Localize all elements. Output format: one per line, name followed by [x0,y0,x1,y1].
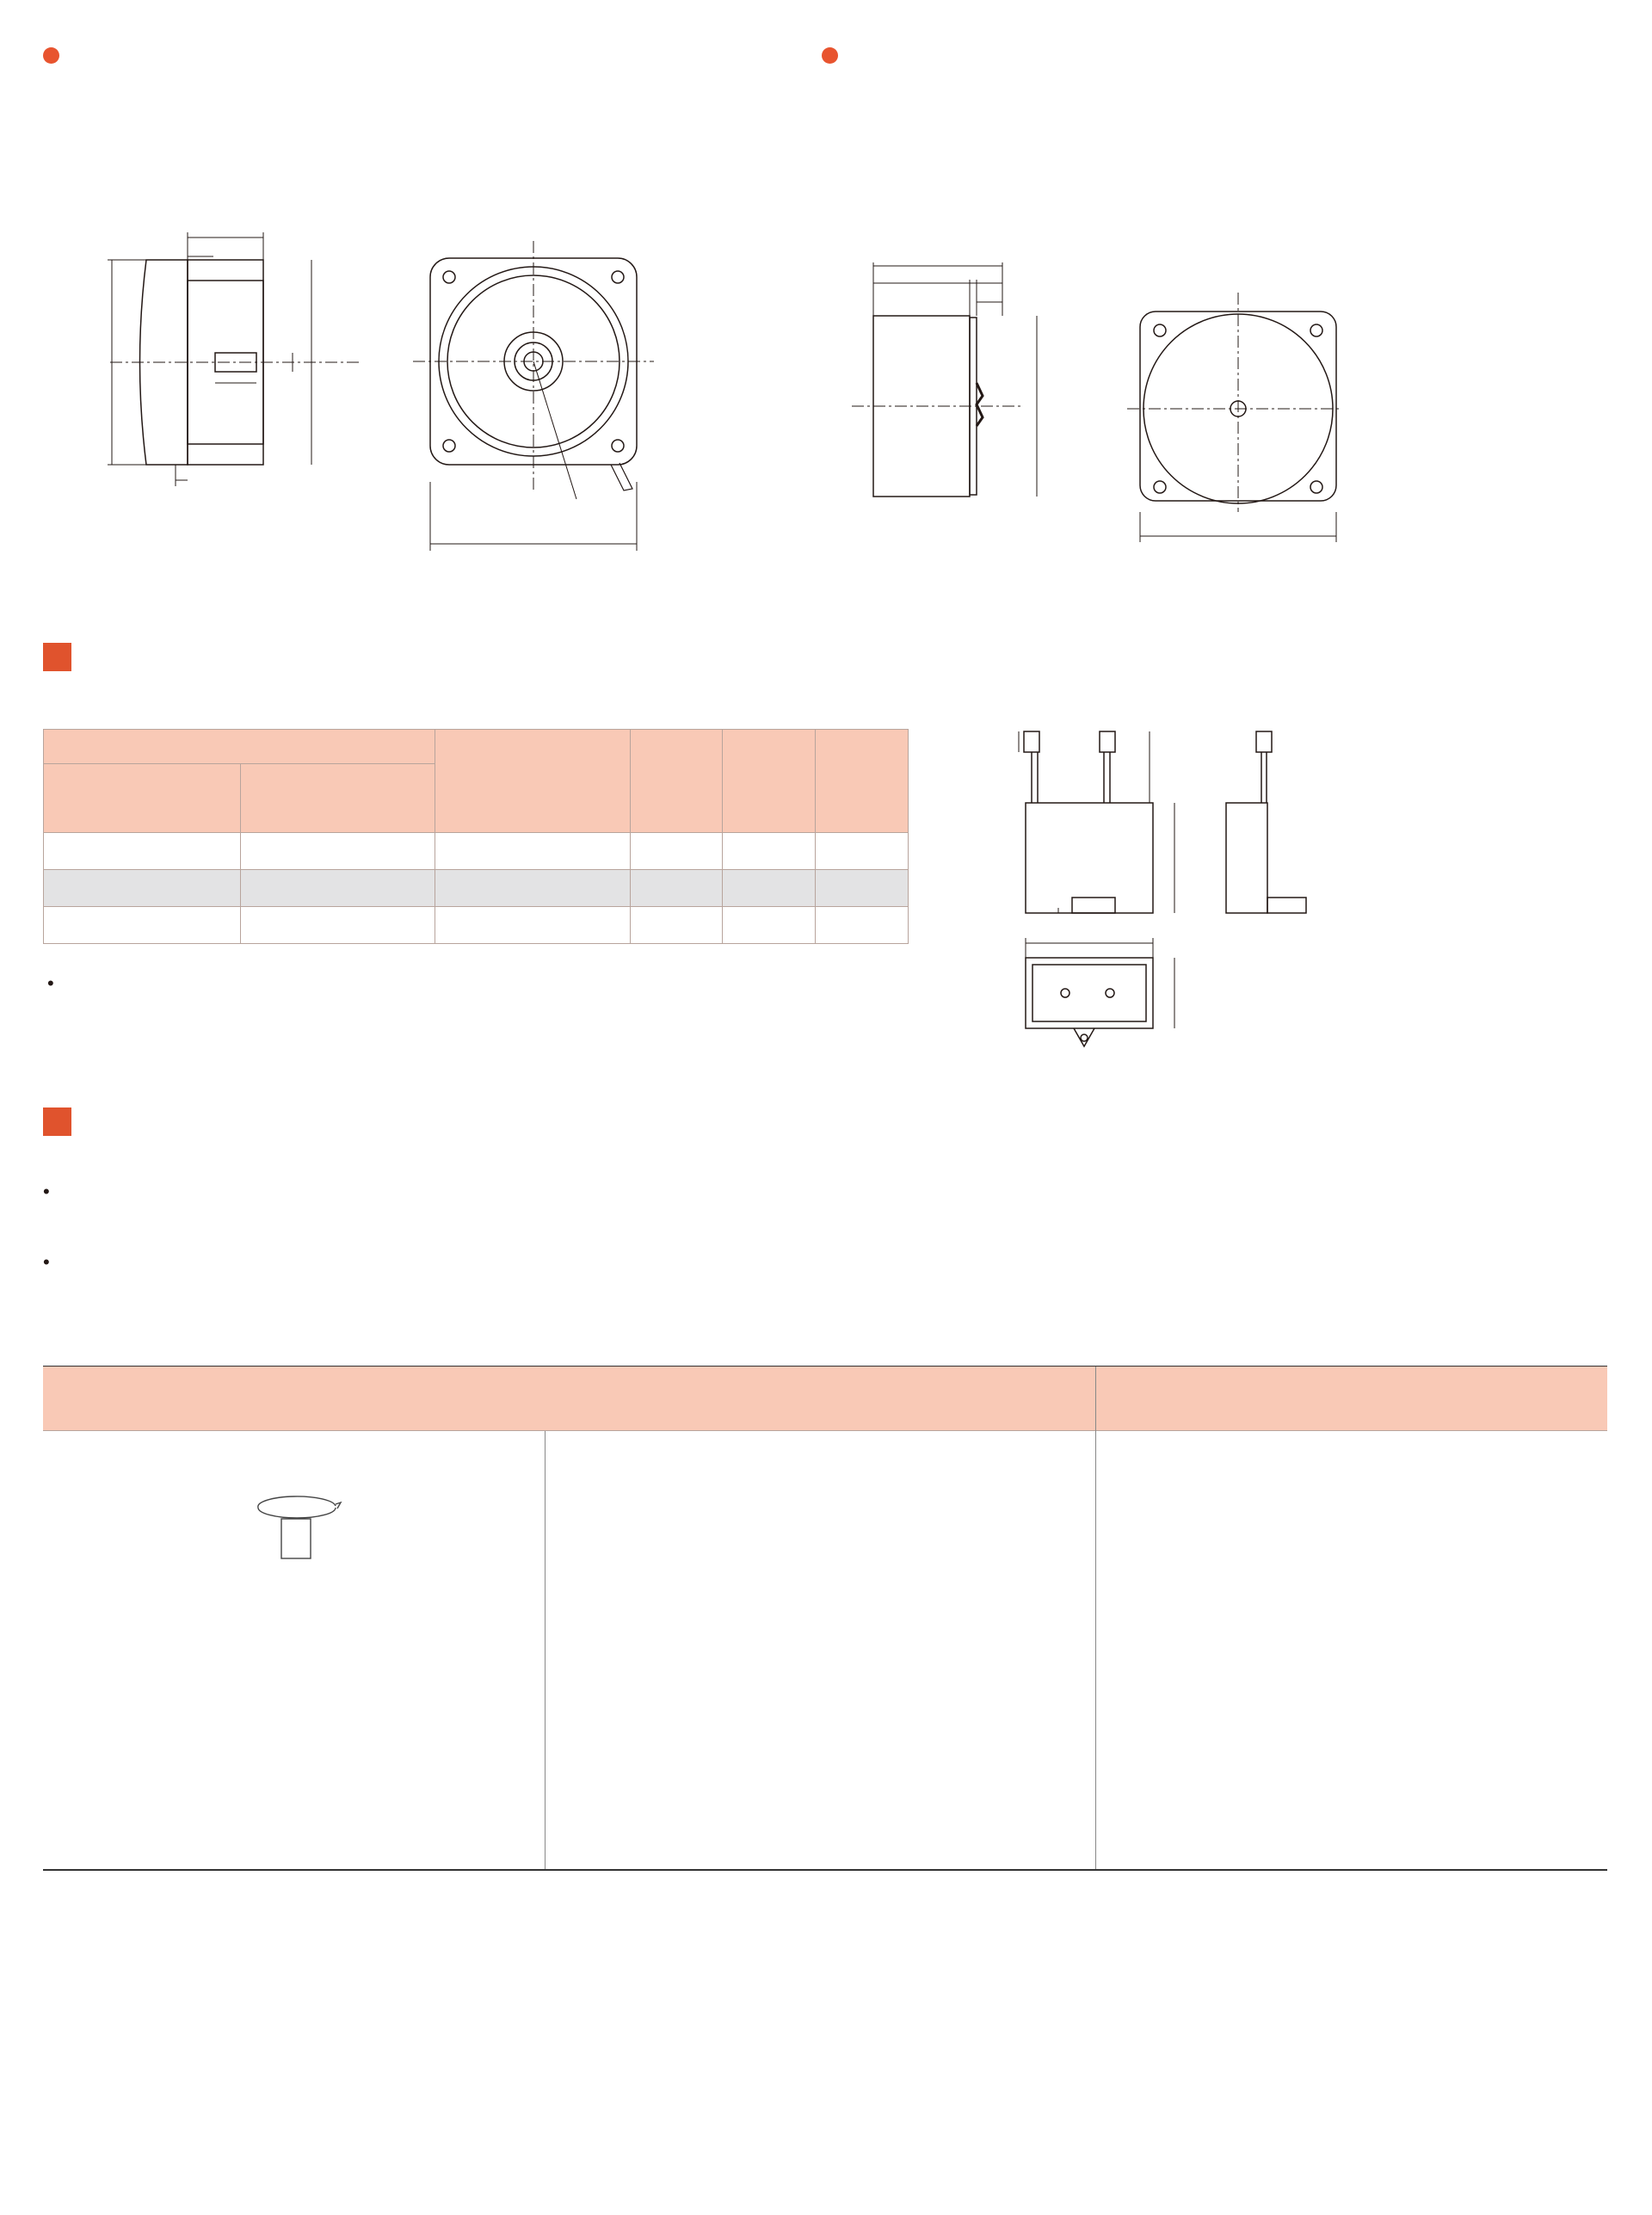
table-cell [816,907,909,944]
table-cell [631,833,723,870]
gearhead-side-drawing [852,245,1067,521]
table-cell [816,870,909,907]
table-cell [435,870,631,907]
table-header-w [723,730,816,833]
cw-wiring-diagram [43,1484,542,1829]
gearhead-front-drawing [1127,258,1342,551]
table-header-model [44,730,435,764]
table-row [44,870,909,907]
bullet-dot-icon [822,47,838,64]
wiring-bullet1-cn: • [43,1181,50,1202]
table-cell [240,833,435,870]
table-header-l [631,730,723,833]
table-cell [723,907,816,944]
table-cell [240,870,435,907]
table-header-capacitor [435,730,631,833]
gearhead-heading [822,45,848,67]
section-square-icon [43,1108,71,1136]
table-cell [44,833,241,870]
capacitor-section-title [43,642,75,675]
section-square-icon [43,643,71,671]
table-cell [44,907,241,944]
wiring-header-band [43,1367,1607,1431]
table-cell [631,907,723,944]
wiring-bottom-rule [43,1869,1607,1871]
table-header-h [816,730,909,833]
round-shaft-heading [43,45,70,67]
table-cell [435,833,631,870]
table-cell [723,870,816,907]
capacitor-outline-drawing [1007,721,1351,1065]
wiring-bullet2-cn: • [43,1251,50,1273]
table-cell [44,870,241,907]
table-header-pinion [44,764,241,833]
table-row [44,833,909,870]
wiring-section-title [43,1107,75,1139]
table-cell [240,907,435,944]
table-cell [631,870,723,907]
capacitor-table [43,729,909,944]
table-cell [723,833,816,870]
wiring-divider-1 [545,1431,546,1870]
wiring-divider-2 [1095,1367,1096,1870]
table-cell [816,833,909,870]
bullet-dot-icon [43,47,59,64]
table-cell [435,907,631,944]
capacitor-note-cn: • [47,972,54,994]
table-row [44,907,909,944]
table-header-round [240,764,435,833]
wiring-header-rule [43,1430,1607,1431]
round-shaft-side-drawing [86,207,370,499]
round-shaft-front-drawing [413,207,654,551]
